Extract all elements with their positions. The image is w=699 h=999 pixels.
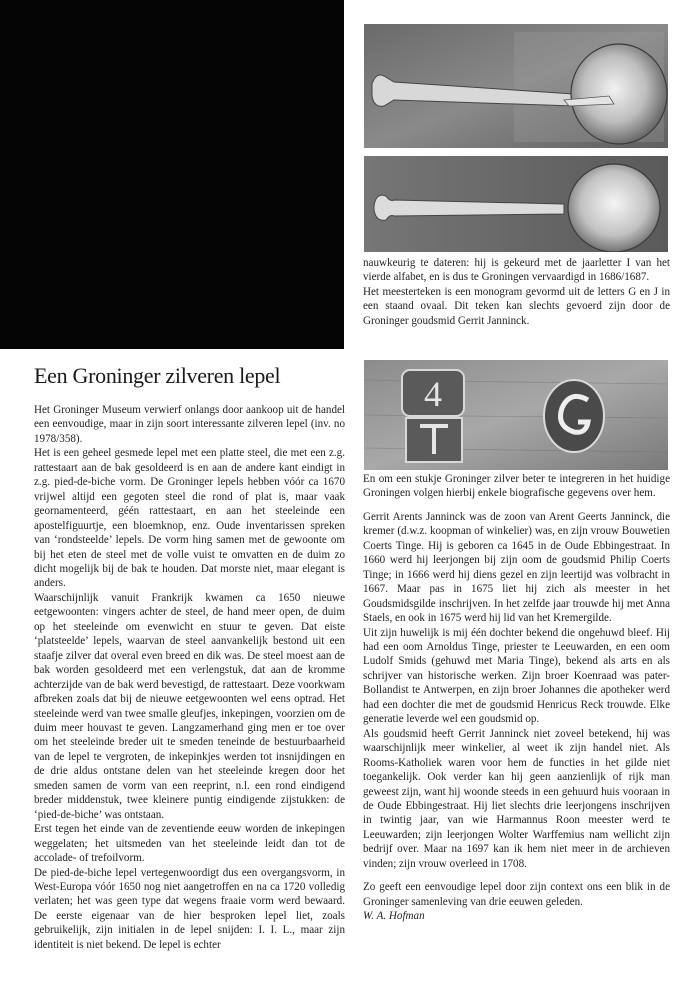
paragraph: Uit zijn huwelijk is mij één dochter bekend die ongehuwd bleef. Hij had een oom Arnoldus Tinge, priester te Leeuwarden, en een oom Ludolf Smids (gehuwd met Maria Tinge), bekend als arts en als schrijver van historische werken. Zijn broer Koenraad was pater-Bollandist te Antwerpen, en zijn broer Johannes die apotheker werd had een dochter die met de goudsmid Henricus Reck trouwde. Elke generatie leverde wel een goudsmid op. bbox=[363, 626, 670, 726]
paragraph: Gerrit Arents Janninck was de zoon van Arent Geerts Janninck, die kremer (d.w.z. koopman of winkelier) was, en zijn vrouw Bouwetien Coerts Tinge. Hij is geboren ca 1645 in de Oude Ebbingestraat. In 1660 werd hij leerjongen bij zijn oom de goudsmid Philip Coerts Tinge; in 1666 werd hij diens gezel en zijn leertijd was volbracht in 1667. Maar pas in 1675 liet hij zich als meester in het Goudsmidsgilde inschrijven. In het zelfde jaar trouwde hij met Anna Staels, en ook in 1675 werd hij lid van het Kremergilde. bbox=[363, 510, 670, 625]
paragraph: Zo geeft een eenvoudige lepel door zijn context ons een blik in de Groninger samenleving van drie eeuwen geleden. bbox=[363, 881, 670, 908]
paragraph: Erst tegen het einde van de zeventiende eeuw worden de inkepingen weggelaten; het uitsmeden van het steeleinde leidt dan tot de accolade- of trefoilvorm. bbox=[34, 823, 345, 865]
right-column-text bbox=[363, 472, 670, 924]
hallmark-number: 4 bbox=[424, 374, 442, 414]
paragraph: Waarschijnlijk vanuit Frankrijk kwamen ca 1650 nieuwe eetgewoonten: vingers achter de steel, de hand meer open, de duim op het steeleinde om evenwicht en stuur te geven. Dat eiste ‘platsteelde’ lepels, waarvan de steel aanvankelijk bestond uit een staafje zilver dat overal even breed en dik was. De steel moest aan de bak worden gesoldeerd met een verlengstuk, dat aan de kromme achterzijde van de bak werd bevestigd, de rattestaart. Deze voorkwam afbreken zoals dat bij de nieuwe eetgewoonten wel eens optrad. Het steeleinde werd van twee smalle gleufjes, inkepingen, voorzien om de duim meer houvast te geven. Langzamerhand ging men er toe over om het steeleinde breder uit te smeden teneinde de bestuurbaarheid van de lepel te vergroten, de inkepinkjes werden tot insnijdingen en de drie aldus ontstane delen van het steeleinde kregen door het smeden samen de vorm van een reeprint, n.l. een rond eindigend breder middenstuk, twee kleinere puntig eindigende zijstukken: de ‘pied-de-biche’ was ontstaan. bbox=[34, 591, 345, 821]
paragraph: Het Groninger Museum verwierf onlangs door aankoop uit de handel een eenvoudige, maar in zijn soort interessante zilveren lepel (inv. no 1978/358). bbox=[34, 404, 345, 445]
left-column-text bbox=[34, 403, 345, 952]
paragraph: Het is een geheel gesmede lepel met een platte steel, die met een z.g. rattestaart aan de bak gesoldeerd is en aan de andere kant eindigt in z.g. pied-de-biche vorm. De Groninger lepels hebben vóór ca 1670 vrijwel altijd een gegoten steel die rond of plat is, maar vaak geornamenteerd, géén rattestaart, en aan het steeleinde een apostelfiguurtje, een bloemknop, enz. Oude inventarissen spreken van ‘rondsteelde’ lepels. De vorm hing samen met de gewoonte om bij het eten de steel met de volle vuist te omvatten en de duim zo dicht mogelijk bij de bak te houden. Dat morste niet, maar elegant is anders. bbox=[34, 447, 345, 590]
spoon-back-view-photo bbox=[364, 156, 668, 252]
paragraph: Het meesterteken is een monogram gevormd uit de letters G en J in een staand ovaal. Dit teken kan slechts gevoerd zijn door de Groninger goudsmid Gerrit Janninck. bbox=[363, 285, 670, 327]
spoon-side-view-photo bbox=[364, 24, 668, 148]
paragraph: En om een stukje Groninger zilver beter te integreren in het huidige Groningen volgen hierbij enkele biografische gegevens over hem. bbox=[363, 473, 670, 500]
paragraph: nauwkeurig te dateren: hij is gekeurd met de jaarletter I van het vierde alfabet, en is dus te Groningen vervaardigd in 1686/1687. bbox=[363, 257, 670, 284]
author-signature: W. A. Hofman bbox=[363, 910, 425, 923]
hallmarks-closeup-photo bbox=[364, 360, 668, 470]
article-title: Een Groninger zilveren lepel bbox=[34, 363, 281, 388]
right-top-text bbox=[363, 256, 670, 328]
paragraph: De pied-de-biche lepel vertegenwoordigt dus een overgangsvorm, in West-Europa vóór 1650 nog niet aangetroffen en na ca 1720 volledig verlaten; het was geen type dat wegens fraaie vorm werd bewaard. De eerste eigenaar van de hier besproken lepel liet, zoals gebruikelijk, zijn initialen in de lepel snijden: I. I. L., maar zijn identiteit is niet bekend. De lepel is echter bbox=[34, 866, 345, 951]
black-printed-block bbox=[0, 0, 344, 349]
paragraph: Als goudsmid heeft Gerrit Janninck niet zoveel betekend, hij was waarschijnlijk meer winkelier, al weet ik zijn handel niet. Als Rooms-Katholiek waren voor hem de functies in het gilde niet toegankelijk. Ook verder kan hij geen aanzienlijk of rijk man geweest zijn, want hij woonde steeds in een gehuurd huis vooraan in de Oude Ebbingestraat. Hij liet slechts drie leerjongens inschrijven in twintig jaar, van wie Harmannus Roon meester werd te Leeuwarden; zijn leerjongen Wolter Warffemius nam wellicht zijn bedrijf over. Maar na 1697 kan ik hem niet meer in de archieven vinden; zijn vrouw overleed in 1708. bbox=[363, 727, 670, 870]
